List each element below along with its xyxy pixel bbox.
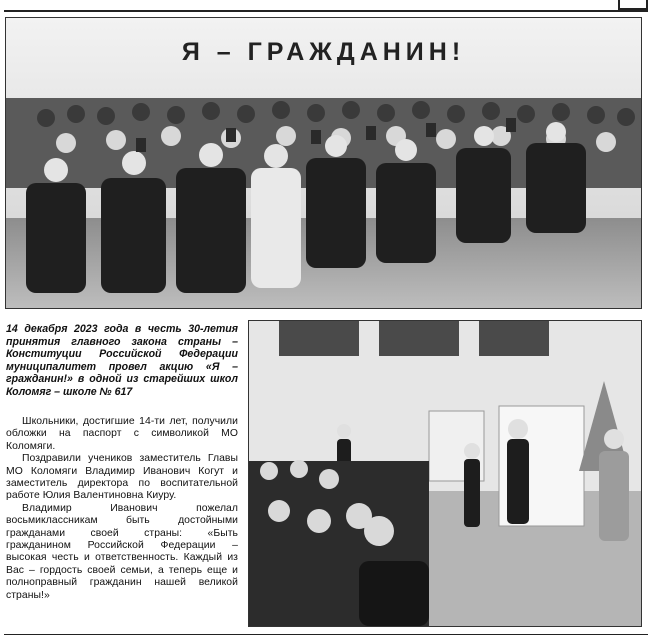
body-paragraph: Владимир Иванович пожелал восьмиклассникам быть достойными гражданами своей страны: «Быть гражданином Российской Федерации – высокая честь и ответственность. Каждый из Вас – гордость своей семьи, а теперь еще и полноправный гражданин нашей великой страны!»	[6, 502, 238, 601]
top-rule	[4, 10, 648, 12]
body-paragraph: Поздравили учеников заместитель Главы МО Коломяги Владимир Иванович Когут и заместитель директора по воспитательной работе Юлия Валентиновна Киуру.	[6, 453, 238, 502]
page-number-box	[618, 0, 648, 10]
article-body	[6, 416, 238, 602]
lead-paragraph: 14 декабря 2023 года в честь 30-летия принятия главного закона страны – Конституции Российской Федерации муниципалитет провел акцию «Я – гражданин!» в одной из старейших школ Коломяг – школе № 617	[6, 323, 238, 398]
body-paragraph: Школьники, достигшие 14-ти лет, получили обложки на паспорт с символикой МО Коломяги.	[6, 416, 238, 452]
ceremony-photo	[248, 320, 642, 627]
hall-photo	[249, 321, 641, 626]
top-photo	[5, 17, 642, 309]
bottom-rule	[4, 634, 648, 635]
headline: Я – ГРАЖДАНИН!	[181, 38, 466, 66]
